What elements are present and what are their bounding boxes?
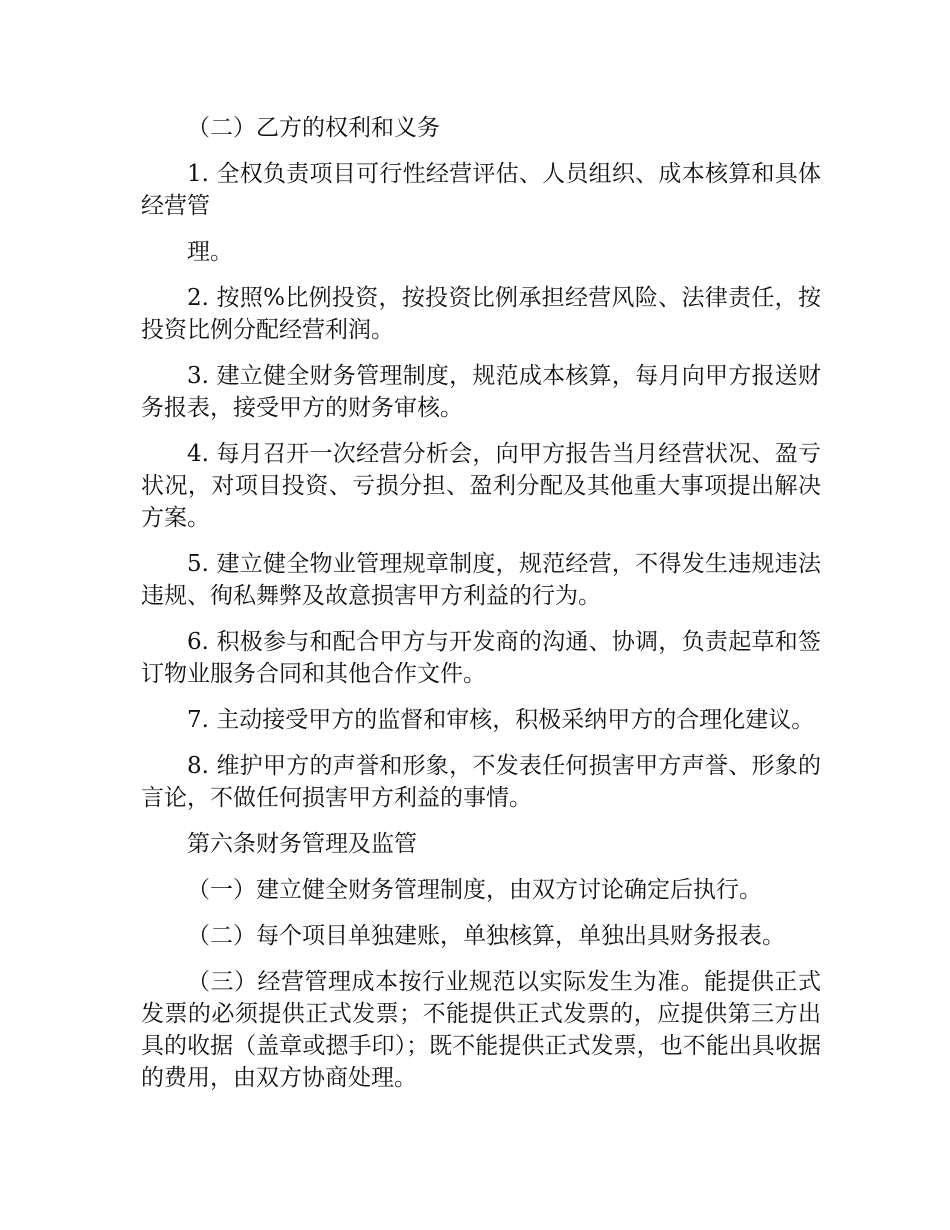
clause-7: 7. 主动接受甲方的监督和审核，积极采纳甲方的合理化建议。 [187, 707, 815, 733]
clause-1: 1. 全权负责项目可行性经营评估、人员组织、成本核算和具体经营管 [141, 161, 821, 219]
section-heading-party-b: （二）乙方的权利和义务 [187, 115, 440, 141]
finance-item-2: （二）每个项目单独建账，单独核算，单独出具财务报表。 [187, 923, 785, 949]
finance-item-1: （一）建立健全财务管理制度，由双方讨论确定后执行。 [187, 877, 762, 903]
clause-5: 5. 建立健全物业管理规章制度，规范经营，不得发生违规违法违规、徇私舞弊及故意损害甲方利益的行为。 [141, 551, 821, 609]
clause-1-continued: 理。 [187, 239, 233, 265]
finance-item-3: （三）经营管理成本按行业规范以实际发生为准。能提供正式发票的必须提供正式发票；不能提供正式发票的，应提供第三方出具的收据（盖章或摁手印）；既不能提供正式发票，也不能出具收据的费用，由双方协商处理。 [141, 969, 821, 1091]
clause-8: 8. 维护甲方的声誉和形象，不发表任何损害甲方声誉、形象的言论，不做任何损害甲方利益的事情。 [141, 753, 821, 811]
article-6-heading: 第六条财务管理及监管 [187, 831, 417, 857]
clause-6: 6. 积极参与和配合甲方与开发商的沟通、协调，负责起草和签订物业服务合同和其他合作文件。 [141, 629, 821, 687]
clause-4: 4. 每月召开一次经营分析会，向甲方报告当月经营状况、盈亏状况，对项目投资、亏损分担、盈利分配及其他重大事项提出解决方案。 [141, 441, 821, 531]
document-body [141, 112, 821, 1108]
clause-2: 2. 按照%比例投资，按投资比例承担经营风险、法律责任，按投资比例分配经营利润。 [141, 285, 821, 343]
clause-3: 3. 建立健全财务管理制度，规范成本核算，每月向甲方报送财务报表，接受甲方的财务审核。 [141, 363, 821, 421]
